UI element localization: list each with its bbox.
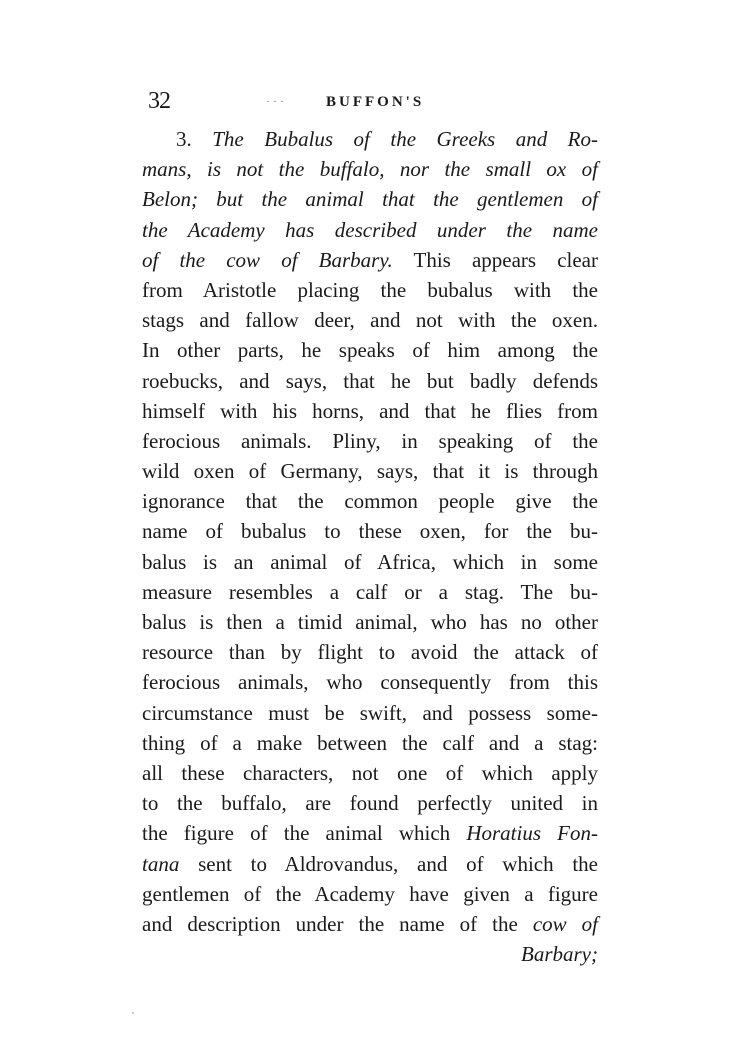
text-line: stags and fallow deer, and not with the oxen. [142,308,598,333]
text-line: name of bubalus to these oxen, for the bu- [142,519,598,544]
text-line: measure resembles a calf or a stag. The bu- [142,579,598,604]
text-line: 3. The Bubalus of the Greeks and Ro- [176,127,599,151]
text-line: and description under the name of the cow of [142,911,598,936]
body-text [142,124,598,969]
text-line: Barbary; [521,942,598,967]
text-line: the Academy has described under the name [142,217,598,242]
text-line: circumstance must be swift, and possess some- [142,700,598,725]
paper-speck [132,1012,134,1014]
text-line: himself with his horns, and that he flies from [142,398,598,423]
text-line: ferocious animals. Pliny, in speaking of the [142,428,598,453]
text-line: all these characters, not one of which apply [142,760,598,785]
text-line: balus is then a timid animal, who has no other [142,610,598,634]
text-line: roebucks, and says, that he but badly defends [142,368,598,393]
page-header [148,88,608,118]
text-line: from Aristotle placing the bubalus with the [142,277,598,302]
text-line: the figure of the animal which Horatius Fon- [142,821,598,846]
header-dots: · · · [266,94,284,108]
text-line: resource than by flight to avoid the attack of [142,640,598,665]
text-line: thing of a make between the calf and a stag: [142,730,598,755]
running-head: BUFFON'S [326,94,425,110]
text-line: ferocious animals, who consequently from this [142,670,598,695]
text-line: to the buffalo, are found perfectly united in [142,791,598,816]
text-line: In other parts, he speaks of him among the [142,338,598,363]
text-line: ignorance that the common people give the [142,489,598,514]
text-line: gentlemen of the Academy have given a figure [142,881,598,906]
text-line: Belon; but the animal that the gentlemen of [142,187,598,212]
text-line: wild oxen of Germany, says, that it is through [142,459,598,484]
text-line: tana sent to Aldrovandus, and of which the [142,851,598,876]
page-number: 32 [148,88,170,114]
text-line: balus is an animal of Africa, which in some [142,549,598,574]
text-line: of the cow of Barbary. This appears clear [142,247,598,272]
text-line: mans, is not the buffalo, nor the small ox of [142,157,598,182]
